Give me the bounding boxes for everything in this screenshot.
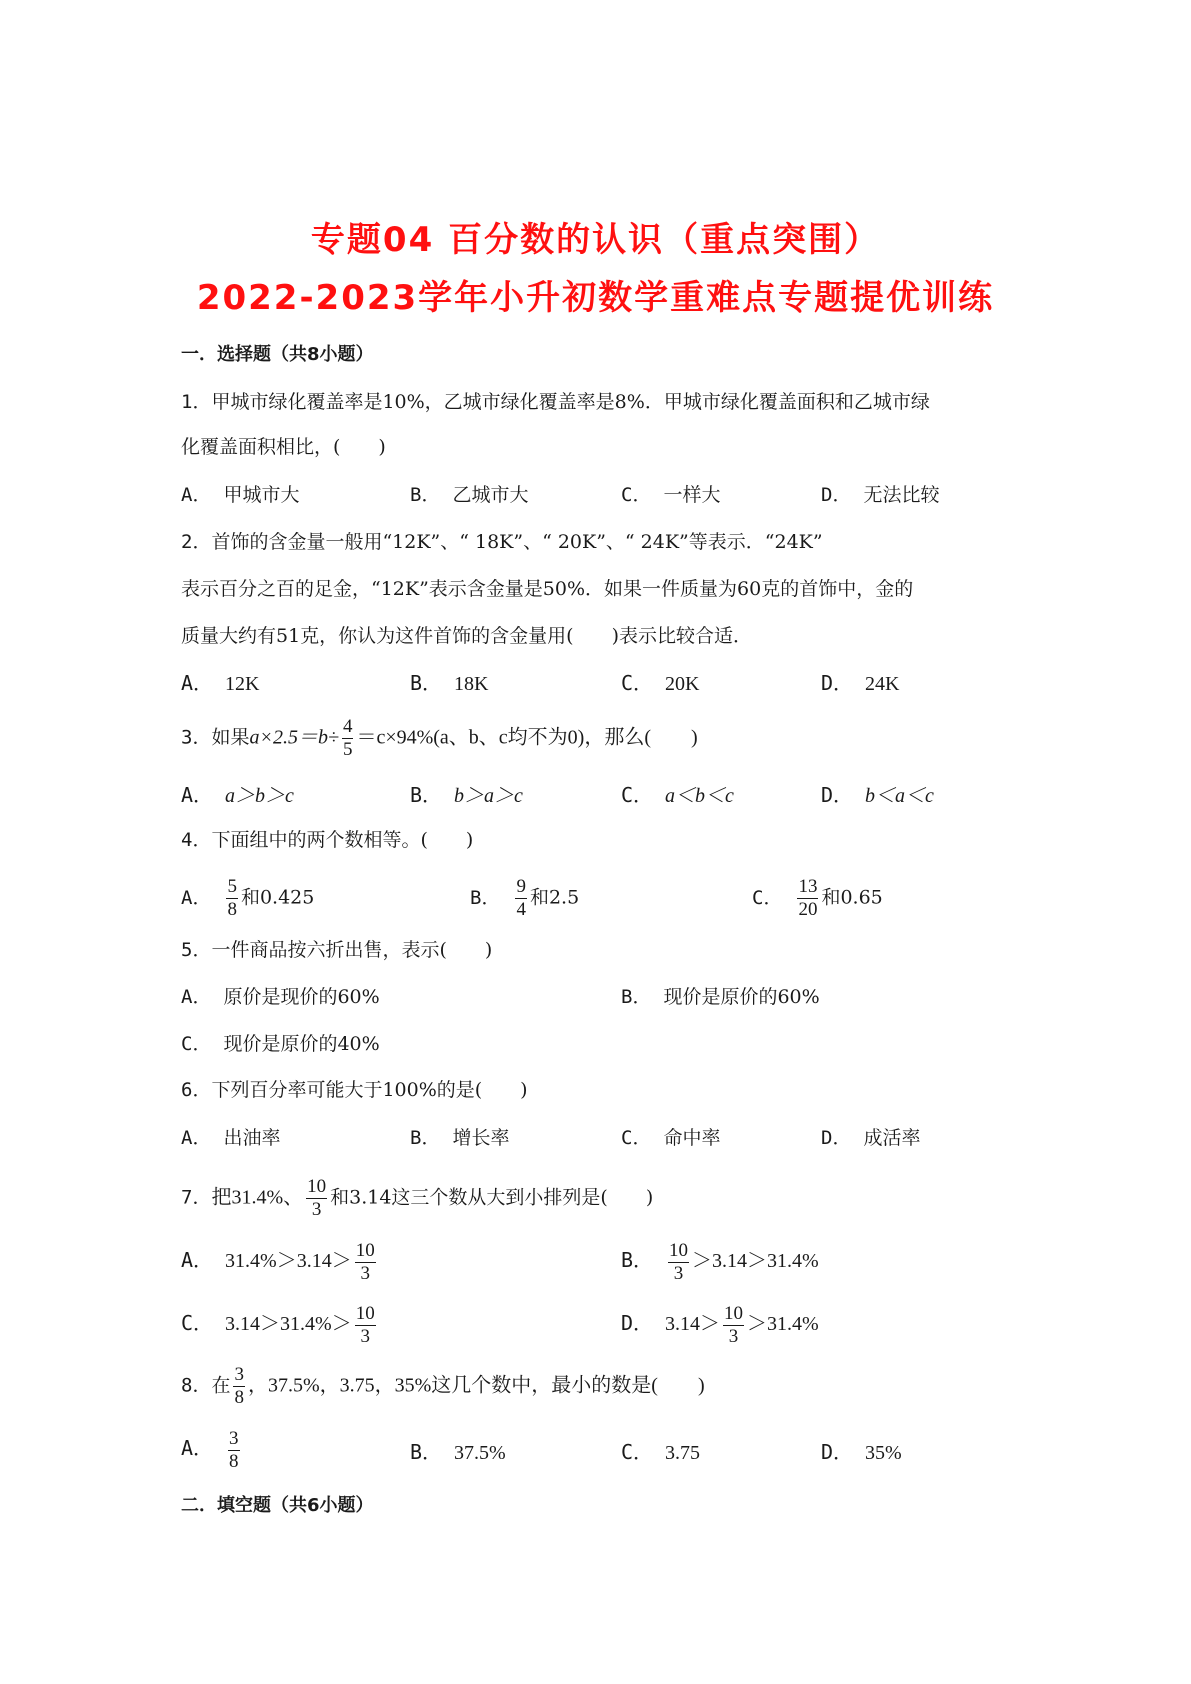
q6-option-c: C． 命中率 bbox=[621, 1127, 721, 1149]
q8-option-a: A． $\frac{3}{8}$ bbox=[181, 1428, 239, 1472]
q1-option-b: B． 乙城市大 bbox=[410, 484, 529, 506]
q1-option-d: D． 无法比较 bbox=[821, 484, 940, 506]
q7-option-c: C． 3.14＞31.4%＞ $\frac{10}{3}$ bbox=[181, 1303, 375, 1347]
q6-option-d: D． 成活率 bbox=[821, 1127, 921, 1149]
q4-option-c: C． $\frac{13}{20}$ 和0.65 bbox=[752, 876, 883, 920]
question-7: 7．把31.4%、 $\frac{10}{3}$ 和3.14这三个数从大到小排列是( ) bbox=[181, 1176, 654, 1220]
question-4: 4．下面组中的两个数相等。( ) bbox=[181, 829, 474, 851]
q7-option-b: B． $\frac{10}{3}$ ＞3.14＞31.4% bbox=[621, 1240, 819, 1284]
q5-option-c: C． 现价是原价的40% bbox=[181, 1033, 380, 1055]
fraction: $\frac{4}{5}$ bbox=[342, 716, 353, 760]
q6-option-b: B． 增长率 bbox=[410, 1127, 510, 1149]
section-heading-fill-in: 二．填空题（共6小题） bbox=[181, 1495, 374, 1516]
q3-option-d: D． b＜a＜c bbox=[821, 783, 934, 807]
question-1-line-2: 化覆盖面积相比，( ) bbox=[181, 436, 386, 458]
q8-option-d: D． 35% bbox=[821, 1440, 902, 1464]
q7-option-d: D． 3.14＞ $\frac{10}{3}$ ＞31.4% bbox=[621, 1303, 819, 1347]
q4-option-b: B． $\frac{9}{4}$ 和2.5 bbox=[470, 876, 580, 920]
q5-option-a: A． 原价是现价的60% bbox=[181, 986, 380, 1008]
q3-option-a: A． a＞b＞c bbox=[181, 783, 294, 807]
q3-option-b: B． b＞a＞c bbox=[410, 783, 523, 807]
q2-option-a: A． 12K bbox=[181, 671, 260, 695]
q5-option-b: B． 现价是原价的60% bbox=[621, 986, 820, 1008]
q2-option-c: C． 20K bbox=[621, 671, 700, 695]
question-1-line-1: 1．甲城市绿化覆盖率是10%，乙城市绿化覆盖率是8%．甲城市绿化覆盖面积和乙城市绿 bbox=[181, 391, 930, 413]
question-2-line-2: 表示百分之百的足金，“12K”表示含金量是50%．如果一件质量为60克的首饰中，金的 bbox=[181, 578, 914, 600]
question-3: 3．如果a×2.5＝b÷ $\frac{4}{5}$ ＝c×94%(a、b、c均不为0)，那么( ) bbox=[181, 716, 698, 760]
title-line-1: 专题04 百分数的认识（重点突围） bbox=[310, 220, 881, 260]
q1-option-a: A． 甲城市大 bbox=[181, 484, 300, 506]
q4-option-a: A． $\frac{5}{8}$ 和0.425 bbox=[181, 876, 315, 920]
q2-option-d: D． 24K bbox=[821, 671, 900, 695]
q8-option-b: B． 37.5% bbox=[410, 1440, 506, 1464]
q1-option-c: C． 一样大 bbox=[621, 484, 721, 506]
title-line-2: 2022-2023学年小升初数学重难点专题提优训练 bbox=[196, 278, 995, 318]
question-5: 5．一件商品按六折出售，表示( ) bbox=[181, 939, 493, 961]
q7-option-a: A． 31.4%＞3.14＞ $\frac{10}{3}$ bbox=[181, 1240, 375, 1284]
question-2-line-3: 质量大约有51克，你认为这件首饰的含金量用( )表示比较合适． bbox=[181, 625, 753, 647]
section-heading-choice: 一．选择题（共8小题） bbox=[181, 344, 374, 365]
question-8: 8．在 $\frac{3}{8}$ ，37.5%，3.75，35%这几个数中，最小的数是( ) bbox=[181, 1364, 705, 1408]
question-2-line-1: 2．首饰的含金量一般用“12K”、“ 18K”、“ 20K”、“ 24K”等表示．“24K” bbox=[181, 531, 823, 553]
q3-option-c: C． a＜b＜c bbox=[621, 783, 734, 807]
question-6: 6．下列百分率可能大于100%的是( ) bbox=[181, 1079, 528, 1101]
q2-option-b: B． 18K bbox=[410, 671, 489, 695]
q8-option-c: C． 3.75 bbox=[621, 1440, 701, 1464]
q6-option-a: A． 出油率 bbox=[181, 1127, 281, 1149]
